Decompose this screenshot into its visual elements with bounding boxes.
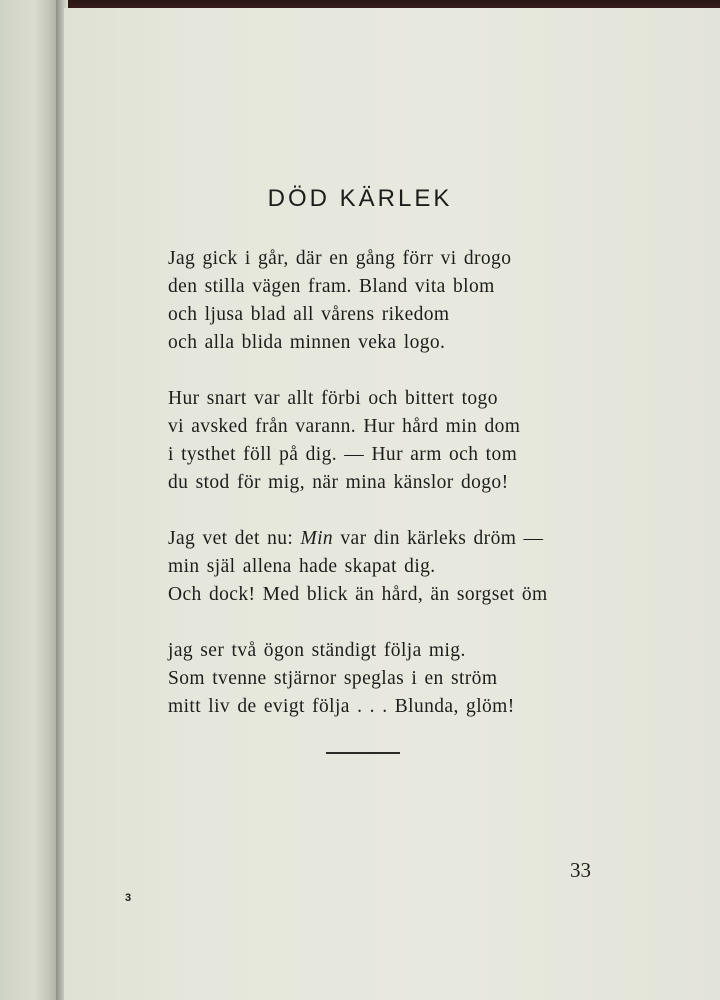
- poem-line: i tysthet föll på dig. — Hur arm och tom: [168, 444, 518, 465]
- line-start: Jag vet det nu:: [168, 528, 301, 549]
- poem-line: och ljusa blad all vårens rikedom: [168, 304, 450, 325]
- poem-line: Jag gick i går, där en gång förr vi drogo: [168, 248, 512, 269]
- page-number: 33: [570, 858, 591, 882]
- poem-line: Hur snart var allt förbi och bittert togo: [168, 388, 498, 409]
- poem-title: DÖD KÄRLEK: [267, 185, 453, 212]
- signature-mark: 3: [125, 892, 132, 904]
- book-page: [64, 8, 720, 1000]
- end-rule: [326, 752, 400, 754]
- poem-line: Och dock! Med blick än hård, än sorgset öm: [168, 584, 548, 605]
- poem-line: du stod för mig, när mina känslor dogo!: [168, 472, 509, 493]
- poem-line: mitt liv de evigt följa . . . Blunda, glöm!: [168, 696, 515, 717]
- poem-line: den stilla vägen fram. Bland vita blom: [168, 276, 495, 297]
- poem-line: och alla blida minnen veka logo.: [168, 332, 446, 353]
- poem-line: jag ser två ögon ständigt följa mig.: [168, 640, 466, 661]
- poem-line: [168, 528, 543, 550]
- line-end: var din kärleks dröm —: [333, 528, 544, 549]
- poem-line: vi avsked från varann. Hur hård min dom: [168, 416, 521, 437]
- poem-line: Som tvenne stjärnor speglas i en ström: [168, 668, 498, 689]
- facing-page-edge: [0, 0, 62, 1000]
- poem-line: min själ allena hade skapat dig.: [168, 556, 436, 577]
- emphasized-word: Min: [300, 528, 334, 549]
